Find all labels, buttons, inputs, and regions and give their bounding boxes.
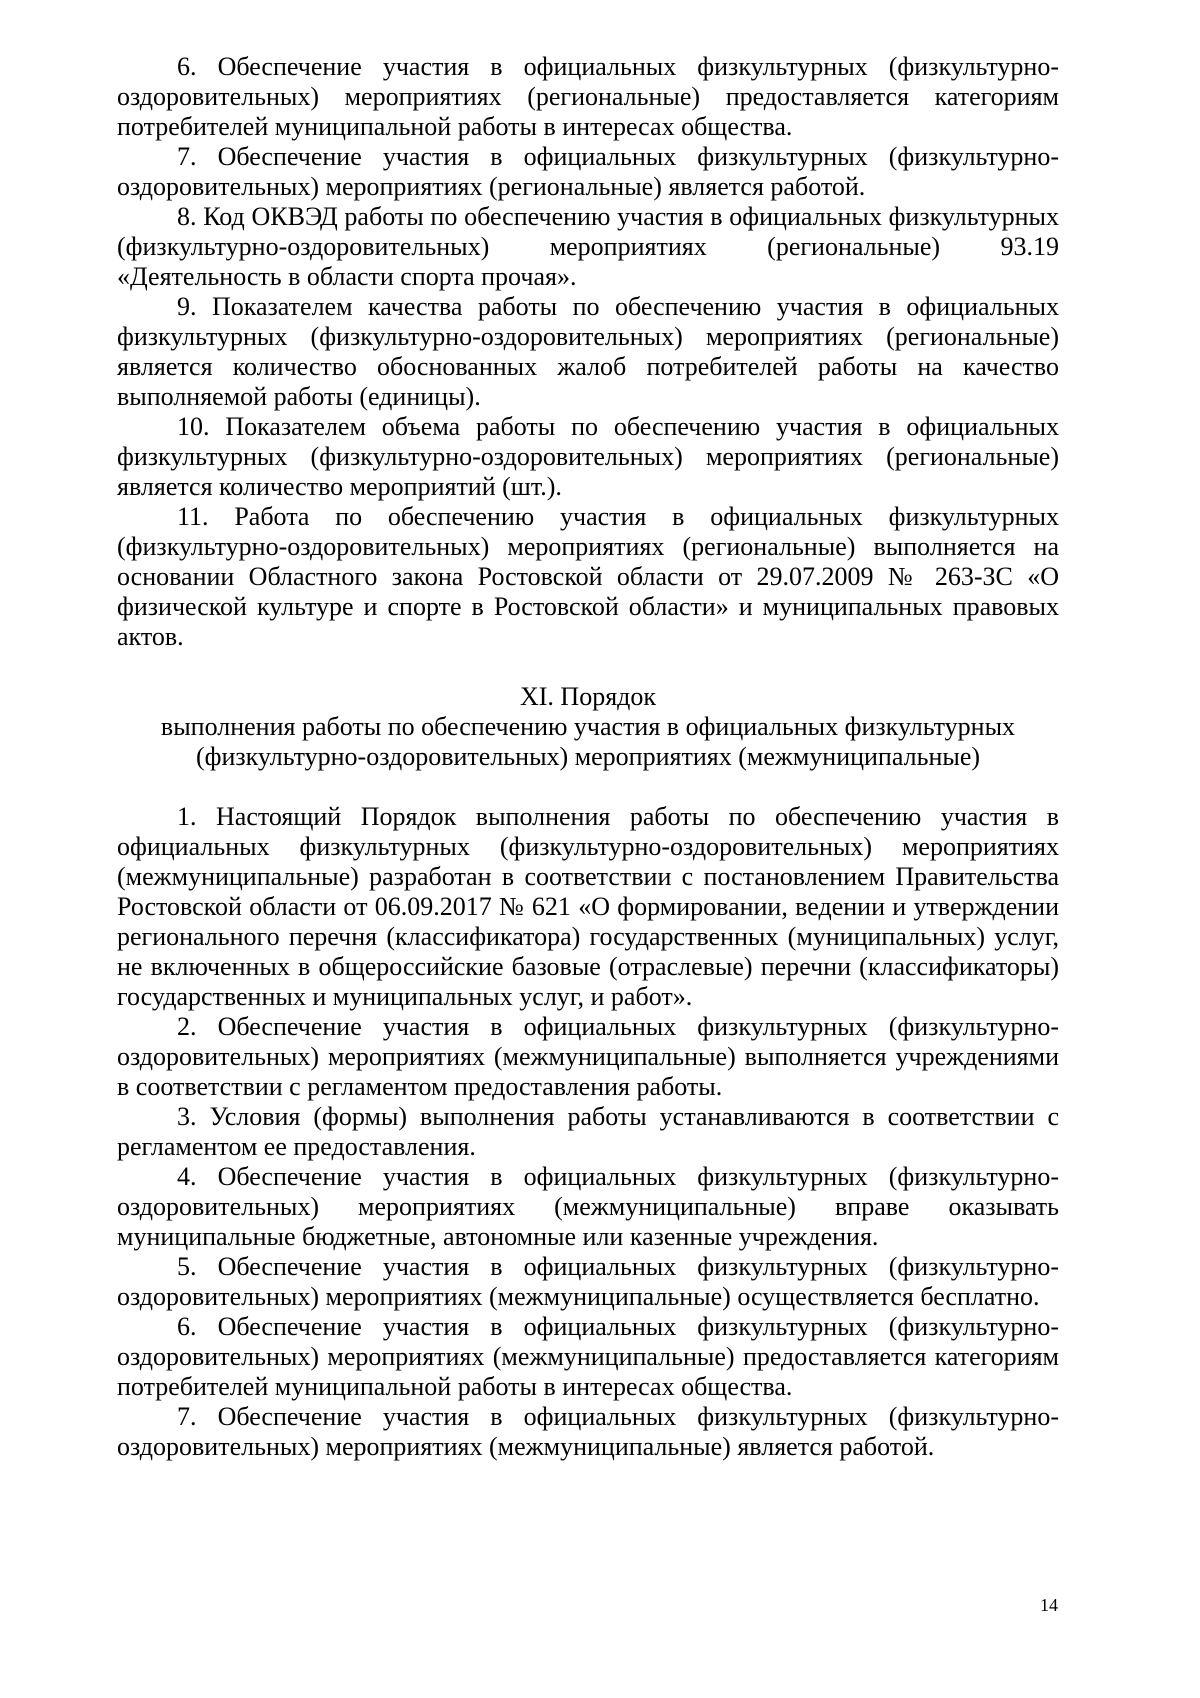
section-heading-subtitle-line2: (физкультурно-оздоровительных) мероприятиях (межмуниципальные) <box>195 742 981 771</box>
paragraph: 10. Показателем объема работы по обеспечению участия в официальных физкультурных (физкультурно-оздоровительных) мероприятиях (региональные) является количество мероприятий (шт.). <box>117 412 1059 501</box>
paragraph: 9. Показателем качества работы по обеспечению участия в официальных физкультурных (физкультурно-оздоровительных) мероприятиях (региональные) является количество обоснованных жалоб потребителей работы на качество выполняемой работы (единицы). <box>117 292 1059 411</box>
paragraph: 6. Обеспечение участия в официальных физкультурных (физкультурно-оздоровительных) мероприятиях (межмуниципальные) предоставляется категориям потребителей муниципальной работы в интересах общества. <box>117 1312 1059 1401</box>
paragraph: 6. Обеспечение участия в официальных физкультурных (физкультурно-оздоровительных) мероприятиях (региональные) предоставляется категориям потребителей муниципальной работы в интересах общества. <box>117 52 1059 141</box>
section-regional <box>117 52 1059 652</box>
paragraph: 2. Обеспечение участия в официальных физкультурных (физкультурно-оздоровительных) мероприятиях (межмуниципальные) выполняется учреждениями в соответствии с регламентом предоставления работы. <box>117 1012 1059 1101</box>
section-heading-subtitle-line1: выполнения работы по обеспечению участия в официальных физкультурных <box>160 712 1016 741</box>
document-page <box>117 52 1059 1462</box>
paragraph: 1. Настоящий Порядок выполнения работы по обеспечению участия в официальных физкультурных (физкультурно-оздоровительных) мероприятиях (межмуниципальные) разработан в соответствии с постановлением Правительства Ростовской области от 06.09.2017 № 621 «О формировании, ведении и утверждении регионального перечня (классификатора) государственных (муниципальных) услуг, не включенных в общероссийские базовые (отраслевые) перечни (классификаторы) государственных и муниципальных услуг, и работ». <box>117 802 1059 1011</box>
paragraph: 7. Обеспечение участия в официальных физкультурных (физкультурно-оздоровительных) мероприятиях (межмуниципальные) является работой. <box>117 1402 1059 1461</box>
paragraph: 7. Обеспечение участия в официальных физкультурных (физкультурно-оздоровительных) мероприятиях (региональные) является работой. <box>117 142 1059 201</box>
paragraph: 4. Обеспечение участия в официальных физкультурных (физкультурно-оздоровительных) мероприятиях (межмуниципальные) вправе оказывать муниципальные бюджетные, автономные или казенные учреждения. <box>117 1162 1059 1251</box>
section-heading <box>117 682 1059 772</box>
section-heading-title: XI. Порядок <box>519 682 657 711</box>
page-number: 14 <box>1040 1595 1058 1615</box>
paragraph: 8. Код ОКВЭД работы по обеспечению участия в официальных физкультурных (физкультурно-оздоровительных) мероприятиях (региональные) 93.19 «Деятельность в области спорта прочая». <box>117 202 1059 291</box>
paragraph: 11. Работа по обеспечению участия в официальных физкультурных (физкультурно-оздоровительных) мероприятиях (региональные) выполняется на основании Областного закона Ростовской области от 29.07.2009 № 263-ЗС «О физической культуре и спорте в Ростовской области» и муниципальных правовых актов. <box>117 502 1059 651</box>
section-intermunicipal <box>117 802 1059 1462</box>
paragraph: 3. Условия (формы) выполнения работы устанавливаются в соответствии с регламентом ее предоставления. <box>117 1102 1059 1161</box>
paragraph: 5. Обеспечение участия в официальных физкультурных (физкультурно-оздоровительных) мероприятиях (межмуниципальные) осуществляется бесплатно. <box>117 1252 1059 1311</box>
